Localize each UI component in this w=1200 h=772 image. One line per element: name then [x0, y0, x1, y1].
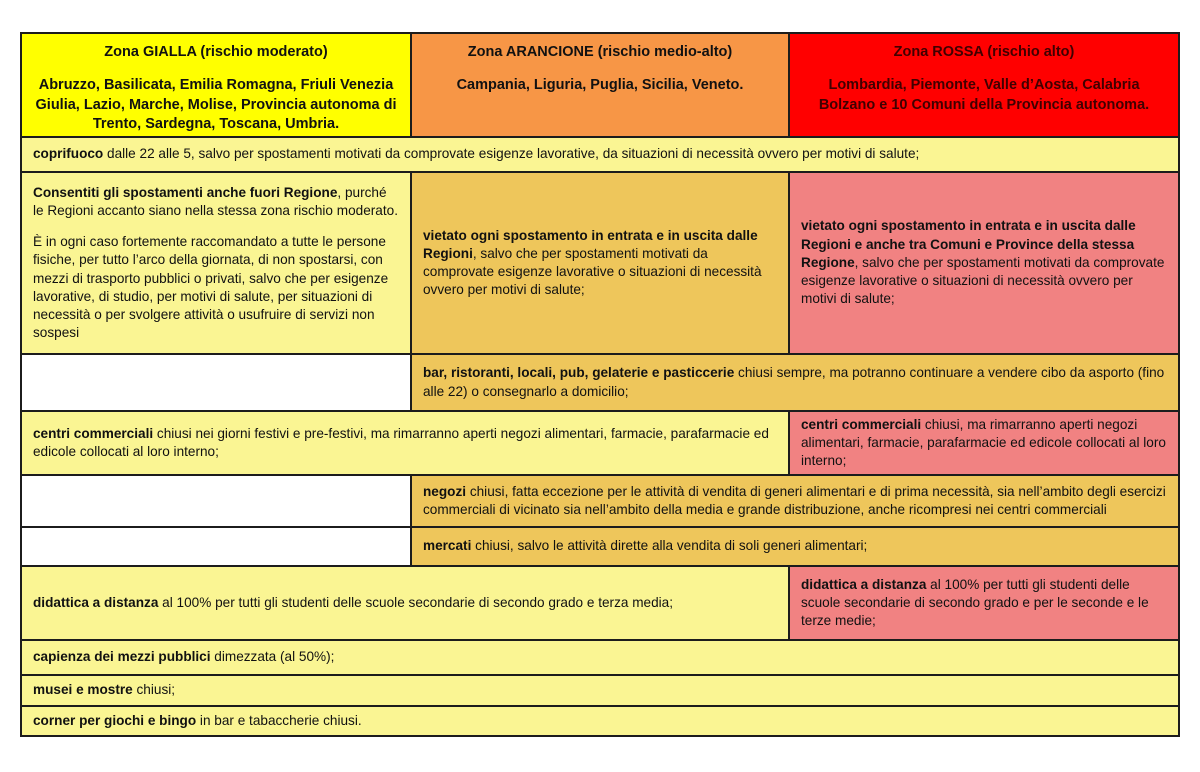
rule-mercati-keyword: mercati [423, 538, 472, 554]
rule-centri-rossa-text: chiusi, ma rimarranno aperti negozi alimentari, farmacie, parafarmacie ed edicole collocati al loro interno; [801, 416, 1166, 469]
rule-spostamenti-rossa-text: , salvo che per spostamenti motivati da comprovate esigenze lavorative o situazioni di necessità ovvero per motivi di salute; [801, 254, 1165, 307]
zona-arancione-regions: Campania, Liguria, Puglia, Sicilia, Veneto. [456, 77, 744, 94]
rule-mercati-text: chiusi, salvo le attività dirette alla vendita di soli generi alimentari; [471, 538, 868, 554]
rule-coprifuoco [22, 138, 1178, 171]
rule-musei-text: chiusi; [132, 682, 176, 698]
rule-didattica-rossa [790, 567, 1178, 639]
rule-spostamenti-gialla-keyword: Consentiti gli spostamenti anche fuori Regione [33, 184, 338, 200]
rule-musei [22, 676, 1178, 705]
rule-bar-ristoranti-keyword: bar, ristoranti, locali, pub, gelaterie e pasticcerie [423, 365, 735, 381]
header-zona-arancione [412, 34, 788, 136]
rule-centri-giallo-arancione-text: chiusi nei giorni festivi e pre-festivi, ma rimarranno aperti negozi alimentari, farmacie, parafarmacie ed edicole collocati al loro interno; [33, 425, 769, 459]
rule-bar-ristoranti [412, 355, 1178, 410]
rule-negozi [412, 476, 1178, 526]
empty-cell-gialla-bar [22, 355, 410, 410]
rule-bar-ristoranti-text: chiusi sempre, ma potranno continuare a vendere cibo da asporto (fino alle 22) o consegnarlo a domicilio; [423, 365, 1165, 399]
zona-gialla-regions: Abruzzo, Basilicata, Emilia Romagna, Friuli Venezia Giulia, Lazio, Marche, Molise, Provincia autonoma di Trento, Sardegna, Toscana, Umbria. [35, 77, 397, 133]
rule-centri-rossa [790, 412, 1178, 474]
rule-didattica-giallo-arancione-text: al 100% per tutti gli studenti delle scuole secondarie di secondo grado e terza media; [158, 594, 674, 610]
rule-spostamenti-gialla [22, 173, 410, 353]
zona-gialla-title: Zona GIALLA (rischio moderato) [104, 44, 328, 60]
rule-spostamenti-gialla-text: , purché le Regioni accanto siano nella stessa zona rischio moderato. [33, 184, 398, 218]
zona-arancione-title: Zona ARANCIONE (rischio medio-alto) [467, 44, 733, 60]
rule-corner-giochi [22, 707, 1178, 735]
rule-centri-giallo-arancione-keyword: centri commerciali [33, 425, 154, 441]
rule-musei-keyword: musei e mostre [33, 682, 133, 698]
rule-negozi-keyword: negozi [423, 483, 467, 499]
rule-mercati [412, 528, 1178, 565]
header-zona-gialla [22, 34, 410, 136]
zona-rossa-regions: Lombardia, Piemonte, Valle d’Aosta, Calabria Bolzano e 10 Comuni della Provincia autonoma. [818, 77, 1150, 113]
zona-rossa-title: Zona ROSSA (rischio alto) [893, 44, 1075, 60]
rule-didattica-rossa-text: al 100% per tutti gli studenti delle scuole secondarie di secondo grado e per le seconde e le terze medie; [801, 576, 1149, 629]
rule-spostamenti-arancione-keyword: vietato ogni spostamento in entrata e in uscita dalle Regioni [423, 227, 758, 261]
rule-didattica-giallo-arancione [22, 567, 788, 639]
rule-spostamenti-rossa [790, 173, 1178, 353]
rule-spostamenti-rossa-keyword: vietato ogni spostamento in entrata e in uscita dalle Regioni e anche tra Comuni e Province della stessa Regione [801, 218, 1136, 270]
rule-capienza-keyword: capienza dei mezzi pubblici [33, 649, 211, 665]
rule-centri-rossa-keyword: centri commerciali [801, 416, 922, 432]
rule-coprifuoco-text: dalle 22 alle 5, salvo per spostamenti motivati da comprovate esigenze lavorative, da situazioni di necessità ovvero per motivi di salute; [103, 146, 920, 162]
empty-cell-gialla-mercati [22, 528, 410, 565]
rule-capienza-text: dimezzata (al 50%); [210, 649, 335, 665]
rule-coprifuoco-keyword: coprifuoco [33, 146, 104, 162]
header-zona-rossa [790, 34, 1178, 136]
rule-centri-giallo-arancione [22, 412, 788, 474]
empty-cell-gialla-negozi [22, 476, 410, 526]
rule-spostamenti-gialla-paragraph2: È in ogni caso fortemente raccomandato a tutte le persone fisiche, per tutto l’arco della giornata, di non spostarsi, con mezzi di trasporto pubblici o privati, salvo che per esigenze lavorative, di studio, per motivi di salute, per situazioni di necessità o per svolgere attività o usufruire di servizi non sospesi [33, 234, 389, 341]
rule-didattica-rossa-keyword: didattica a distanza [801, 576, 927, 592]
rule-didattica-giallo-arancione-keyword: didattica a distanza [33, 594, 159, 610]
rule-negozi-text: chiusi, fatta eccezione per le attività di vendita di generi alimentari e di prima necessità, sia nell’ambito degli esercizi commerciali di vicinato sia nell’ambito della media e grande distribuzione, anche ricompresi nei centri commerciali [423, 483, 1166, 517]
rule-corner-giochi-text: in bar e tabaccherie chiusi. [196, 712, 362, 728]
covid-zone-rules-table [20, 32, 1180, 737]
rule-spostamenti-arancione [412, 173, 788, 353]
rule-capienza [22, 641, 1178, 674]
rule-spostamenti-arancione-text: , salvo che per spostamenti motivati da comprovate esigenze lavorative o situazioni di necessità ovvero per motivi di salute; [423, 245, 762, 298]
rule-corner-giochi-keyword: corner per giochi e bingo [33, 712, 197, 728]
